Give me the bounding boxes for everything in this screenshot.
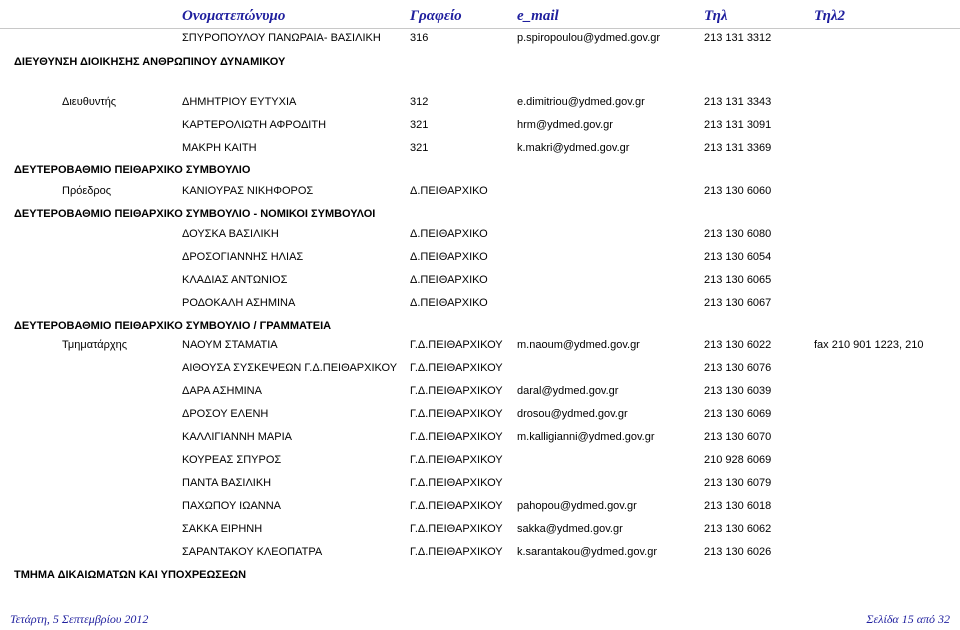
cell-phone: 213 130 6039 — [704, 385, 772, 397]
cell-name: ΚΟΥΡΕΑΣ ΣΠΥΡΟΣ — [182, 454, 282, 466]
cell-office: Γ.Δ.ΠΕΙΘΑΡΧΙΚΟΥ — [410, 500, 503, 512]
cell-name: ΑΙΘΟΥΣΑ ΣΥΣΚΕΨΕΩΝ Γ.Δ.ΠΕΙΘΑΡΧΙΚΟΥ — [182, 362, 398, 374]
cell-name: ΣΠΥΡΟΠΟΥΛΟΥ ΠΑΝΩΡΑΙΑ- ΒΑΣΙΛΙΚΗ — [182, 32, 381, 44]
column-header-name: Ονοματεπώνυμο — [182, 8, 286, 24]
cell-office: Δ.ΠΕΙΘΑΡΧΙΚΟ — [410, 274, 488, 286]
cell-phone: 213 130 6026 — [704, 546, 772, 558]
cell-email[interactable]: k.makri@ydmed.gov.gr — [517, 142, 630, 154]
cell-email[interactable]: m.kalligianni@ydmed.gov.gr — [517, 431, 655, 443]
cell-phone: 213 130 6022 — [704, 339, 772, 351]
section-heading: ΔΕΥΤΕΡΟΒΑΘΜΙΟ ΠΕΙΘΑΡΧΙΚΟ ΣΥΜΒΟΥΛΙΟ - ΝΟΜΙΚΟΙ ΣΥΜΒΟΥΛΟΙ — [14, 208, 376, 220]
cell-role: Διευθυντής — [62, 96, 117, 108]
cell-name: ΣΑΡΑΝΤΑΚΟΥ ΚΛΕΟΠΑΤΡΑ — [182, 546, 323, 558]
cell-office: Γ.Δ.ΠΕΙΘΑΡΧΙΚΟΥ — [410, 523, 503, 535]
cell-office: Γ.Δ.ΠΕΙΘΑΡΧΙΚΟΥ — [410, 339, 503, 351]
cell-name: ΚΑΛΛΙΓΙΑΝΝΗ ΜΑΡΙΑ — [182, 431, 292, 443]
column-header-phone2: Τηλ2 — [814, 8, 845, 24]
cell-email[interactable]: drosou@ydmed.gov.gr — [517, 408, 628, 420]
cell-office: Γ.Δ.ΠΕΙΘΑΡΧΙΚΟΥ — [410, 385, 503, 397]
cell-office: 316 — [410, 32, 429, 44]
cell-office: Γ.Δ.ΠΕΙΘΑΡΧΙΚΟΥ — [410, 408, 503, 420]
cell-phone2: fax 210 901 1223, 210 — [814, 339, 924, 351]
cell-office: 312 — [410, 96, 429, 108]
header-divider — [0, 28, 960, 29]
cell-role: Τμηματάρχης — [62, 339, 128, 351]
cell-office: 321 — [410, 119, 429, 131]
cell-phone: 213 130 6065 — [704, 274, 772, 286]
cell-name: ΔΗΜΗΤΡΙΟΥ ΕΥΤΥΧΙΑ — [182, 96, 297, 108]
cell-phone: 213 130 6080 — [704, 228, 772, 240]
cell-phone: 213 130 6067 — [704, 297, 772, 309]
cell-phone: 213 131 3343 — [704, 96, 772, 108]
cell-phone: 213 130 6018 — [704, 500, 772, 512]
cell-email[interactable]: p.spiropoulou@ydmed.gov.gr — [517, 32, 661, 44]
cell-name: ΚΑΡΤΕΡΟΛΙΩΤΗ ΑΦΡΟΔΙΤΗ — [182, 119, 327, 131]
cell-phone: 213 130 6070 — [704, 431, 772, 443]
section-heading: ΔΕΥΤΕΡΟΒΑΘΜΙΟ ΠΕΙΘΑΡΧΙΚΟ ΣΥΜΒΟΥΛΙΟ — [14, 164, 251, 176]
cell-office: Γ.Δ.ΠΕΙΘΑΡΧΙΚΟΥ — [410, 477, 503, 489]
column-header-email: e_mail — [517, 8, 559, 24]
cell-role: Πρόεδρος — [62, 185, 112, 197]
cell-name: ΜΑΚΡΗ ΚΑΙΤΗ — [182, 142, 257, 154]
footer-date: Τετάρτη, 5 Σεπτεμβρίου 2012 — [10, 612, 149, 626]
cell-email[interactable]: hrm@ydmed.gov.gr — [517, 119, 613, 131]
cell-office: 321 — [410, 142, 429, 154]
cell-name: ΝΑΟΥΜ ΣΤΑΜΑΤΙΑ — [182, 339, 278, 351]
cell-phone: 213 130 6060 — [704, 185, 772, 197]
cell-email[interactable]: sakka@ydmed.gov.gr — [517, 523, 623, 535]
cell-office: Γ.Δ.ΠΕΙΘΑΡΧΙΚΟΥ — [410, 454, 503, 466]
cell-phone: 213 130 6054 — [704, 251, 772, 263]
cell-email[interactable]: k.sarantakou@ydmed.gov.gr — [517, 546, 657, 558]
cell-name: ΠΑΧΩΠΟΥ ΙΩΑΝΝΑ — [182, 500, 282, 512]
cell-email[interactable]: e.dimitriou@ydmed.gov.gr — [517, 96, 645, 108]
cell-name: ΣΑΚΚΑ ΕΙΡΗΝΗ — [182, 523, 263, 535]
cell-name: ΚΛΑΔΙΑΣ ΑΝΤΩΝΙΟΣ — [182, 274, 288, 286]
cell-office: Γ.Δ.ΠΕΙΘΑΡΧΙΚΟΥ — [410, 546, 503, 558]
cell-office: Δ.ΠΕΙΘΑΡΧΙΚΟ — [410, 228, 488, 240]
cell-phone: 213 130 6076 — [704, 362, 772, 374]
cell-office: Δ.ΠΕΙΘΑΡΧΙΚΟ — [410, 251, 488, 263]
section-heading: ΔΕΥΤΕΡΟΒΑΘΜΙΟ ΠΕΙΘΑΡΧΙΚΟ ΣΥΜΒΟΥΛΙΟ / ΓΡΑΜΜΑΤΕΙΑ — [14, 320, 332, 332]
cell-phone: 210 928 6069 — [704, 454, 772, 466]
cell-office: Δ.ΠΕΙΘΑΡΧΙΚΟ — [410, 185, 488, 197]
cell-phone: 213 131 3369 — [704, 142, 772, 154]
cell-name: ΡΟΔΟΚΑΛΗ ΑΣΗΜΙΝΑ — [182, 297, 296, 309]
cell-office: Γ.Δ.ΠΕΙΘΑΡΧΙΚΟΥ — [410, 431, 503, 443]
cell-email[interactable]: pahopou@ydmed.gov.gr — [517, 500, 637, 512]
section-heading: ΔΙΕΥΘΥΝΣΗ ΔΙΟΙΚΗΣΗΣ ΑΝΘΡΩΠΙΝΟΥ ΔΥΝΑΜΙΚΟΥ — [14, 56, 286, 68]
cell-phone: 213 131 3091 — [704, 119, 772, 131]
cell-name: ΔΡΟΣΟΓΙΑΝΝΗΣ ΗΛΙΑΣ — [182, 251, 304, 263]
cell-email[interactable]: m.naoum@ydmed.gov.gr — [517, 339, 640, 351]
cell-office: Γ.Δ.ΠΕΙΘΑΡΧΙΚΟΥ — [410, 362, 503, 374]
cell-phone: 213 130 6069 — [704, 408, 772, 420]
column-header-office: Γραφείο — [410, 8, 462, 24]
section-heading: ΤΜΗΜΑ ΔΙΚΑΙΩΜΑΤΩΝ ΚΑΙ ΥΠΟΧΡΕΩΣΕΩΝ — [14, 569, 247, 581]
cell-name: ΔΟΥΣΚΑ ΒΑΣΙΛΙΚΗ — [182, 228, 279, 240]
cell-name: ΔΡΟΣΟΥ ΕΛΕΝΗ — [182, 408, 269, 420]
cell-name: ΔΑΡΑ ΑΣΗΜΙΝΑ — [182, 385, 262, 397]
cell-phone: 213 130 6079 — [704, 477, 772, 489]
cell-office: Δ.ΠΕΙΘΑΡΧΙΚΟ — [410, 297, 488, 309]
cell-phone: 213 130 6062 — [704, 523, 772, 535]
column-header-phone: Τηλ — [704, 8, 728, 24]
cell-name: ΚΑΝΙΟΥΡΑΣ ΝΙΚΗΦΟΡΟΣ — [182, 185, 314, 197]
cell-name: ΠΑΝΤΑ ΒΑΣΙΛΙΚΗ — [182, 477, 272, 489]
cell-email[interactable]: daral@ydmed.gov.gr — [517, 385, 619, 397]
footer-page-number: Σελίδα 15 από 32 — [866, 612, 950, 626]
cell-phone: 213 131 3312 — [704, 32, 772, 44]
